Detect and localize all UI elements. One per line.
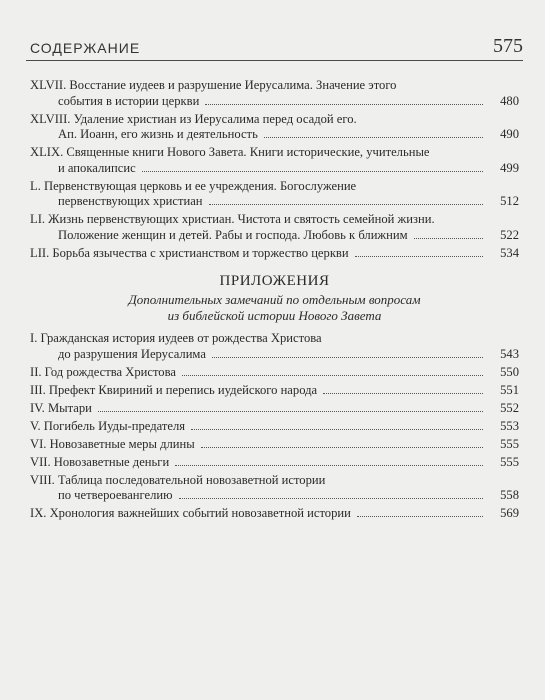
toc-entry-title-continued: события в истории церкви — [58, 93, 200, 108]
toc-page-number: 490 — [500, 127, 519, 141]
dot-leader — [201, 447, 483, 448]
dot-leader — [414, 238, 483, 239]
toc-entry-title: XLVIII. Удаление христиан из Иерусалима перед осадой его. — [30, 111, 357, 126]
toc-page-number: 555 — [500, 454, 519, 469]
toc-page-number: 551 — [500, 382, 519, 397]
dot-leader — [264, 137, 483, 138]
dot-leader — [175, 465, 483, 466]
dot-leader — [191, 429, 483, 430]
toc-page-number: 480 — [500, 93, 519, 108]
toc-entry — [30, 437, 519, 453]
toc-page-number: 534 — [500, 245, 519, 260]
toc-entry-title: IV. Мытари — [30, 400, 92, 415]
dot-leader — [355, 256, 483, 257]
toc-entry-title: L. Первенствующая церковь и ее учреждения. Богослужение — [30, 178, 357, 193]
toc-entry — [30, 179, 519, 210]
toc-entry-title: XLIX. Священные книги Нового Завета. Книги исторические, учительные — [30, 145, 430, 159]
toc-entry-title-continued: до разрушения Иерусалима — [58, 346, 206, 361]
toc-entry — [30, 145, 519, 176]
toc-entry — [30, 212, 519, 243]
toc-entry-title: VII. Новозаветные деньги — [30, 454, 170, 469]
toc-entry-title-continued: по четвероевангелию — [58, 488, 173, 502]
dot-leader — [179, 498, 483, 499]
toc-entry — [30, 473, 519, 504]
dot-leader — [182, 375, 483, 376]
toc-entry-title: II. Год рождества Христова — [30, 364, 176, 379]
toc-entry — [30, 401, 519, 417]
toc-page-number: 555 — [500, 436, 519, 451]
toc-page-number: 552 — [500, 400, 519, 415]
toc-entry-title: VI. Новозаветные меры длины — [30, 436, 195, 451]
dot-leader — [142, 171, 483, 172]
running-header — [26, 34, 523, 61]
toc-entry — [30, 455, 519, 471]
toc-entry-title: LI. Жизнь первенствующих христиан. Чистота и святость семейной жизни. — [30, 212, 435, 226]
appendix-subtitle — [30, 292, 519, 324]
toc-page-number: 558 — [500, 488, 519, 502]
appendix-title: ПРИЛОЖЕНИЯ — [219, 273, 330, 289]
toc-page-number: 569 — [500, 506, 519, 520]
toc-entry-title-continued: Положение женщин и детей. Рабы и господа. Любовь к ближним — [58, 227, 408, 242]
toc-page-number: 522 — [500, 227, 519, 242]
appendix-list — [30, 331, 519, 522]
dot-leader — [357, 516, 483, 517]
toc-entry-title: I. Гражданская история иудеев от рождества Христова — [30, 331, 322, 345]
toc-entry — [30, 331, 519, 362]
toc-entry-title: V. Погибель Иуды-предателя — [30, 418, 186, 433]
toc-entry-title: III. Префект Квириний и перепись иудейского народа — [30, 382, 318, 397]
section-title: СОДЕРЖАНИЕ — [30, 40, 141, 56]
toc-page-number: 512 — [500, 194, 519, 208]
chapter-list — [30, 78, 519, 261]
table-of-contents — [30, 78, 519, 524]
toc-entry — [30, 112, 519, 143]
toc-entry — [30, 506, 519, 522]
toc-entry — [30, 246, 519, 262]
dot-leader — [209, 204, 483, 205]
appendix-subtitle-line: Дополнительных замечаний по отдельным вопросам — [128, 292, 421, 307]
toc-page-number: 553 — [500, 418, 519, 433]
toc-entry-title: XLVII. Восстание иудеев и разрушение Иерусалима. Значение этого — [30, 78, 397, 92]
toc-entry-title-continued: и апокалипсис — [58, 160, 136, 175]
toc-entry — [30, 78, 519, 109]
page-number: 575 — [493, 35, 523, 57]
toc-entry — [30, 383, 519, 399]
toc-entry — [30, 365, 519, 381]
toc-page-number: 543 — [500, 346, 519, 361]
toc-entry-title: VIII. Таблица последовательной новозаветной истории — [30, 472, 326, 487]
toc-entry-title: LII. Борьба язычества с христианством и торжество церкви — [30, 245, 349, 260]
dot-leader — [205, 104, 483, 105]
toc-entry-title-continued: Ап. Иоанн, его жизнь и деятельность — [58, 127, 258, 141]
dot-leader — [212, 357, 483, 358]
toc-page-number: 499 — [500, 160, 519, 175]
dot-leader — [323, 393, 483, 394]
appendix-subtitle-line: из библейской истории Нового Завета — [167, 308, 382, 323]
toc-page-number: 550 — [500, 364, 519, 379]
toc-entry-title: IX. Хронология важнейших событий новозаветной истории — [30, 506, 351, 520]
toc-entry — [30, 419, 519, 435]
dot-leader — [98, 411, 483, 412]
toc-entry-title-continued: первенствующих христиан — [58, 194, 203, 208]
